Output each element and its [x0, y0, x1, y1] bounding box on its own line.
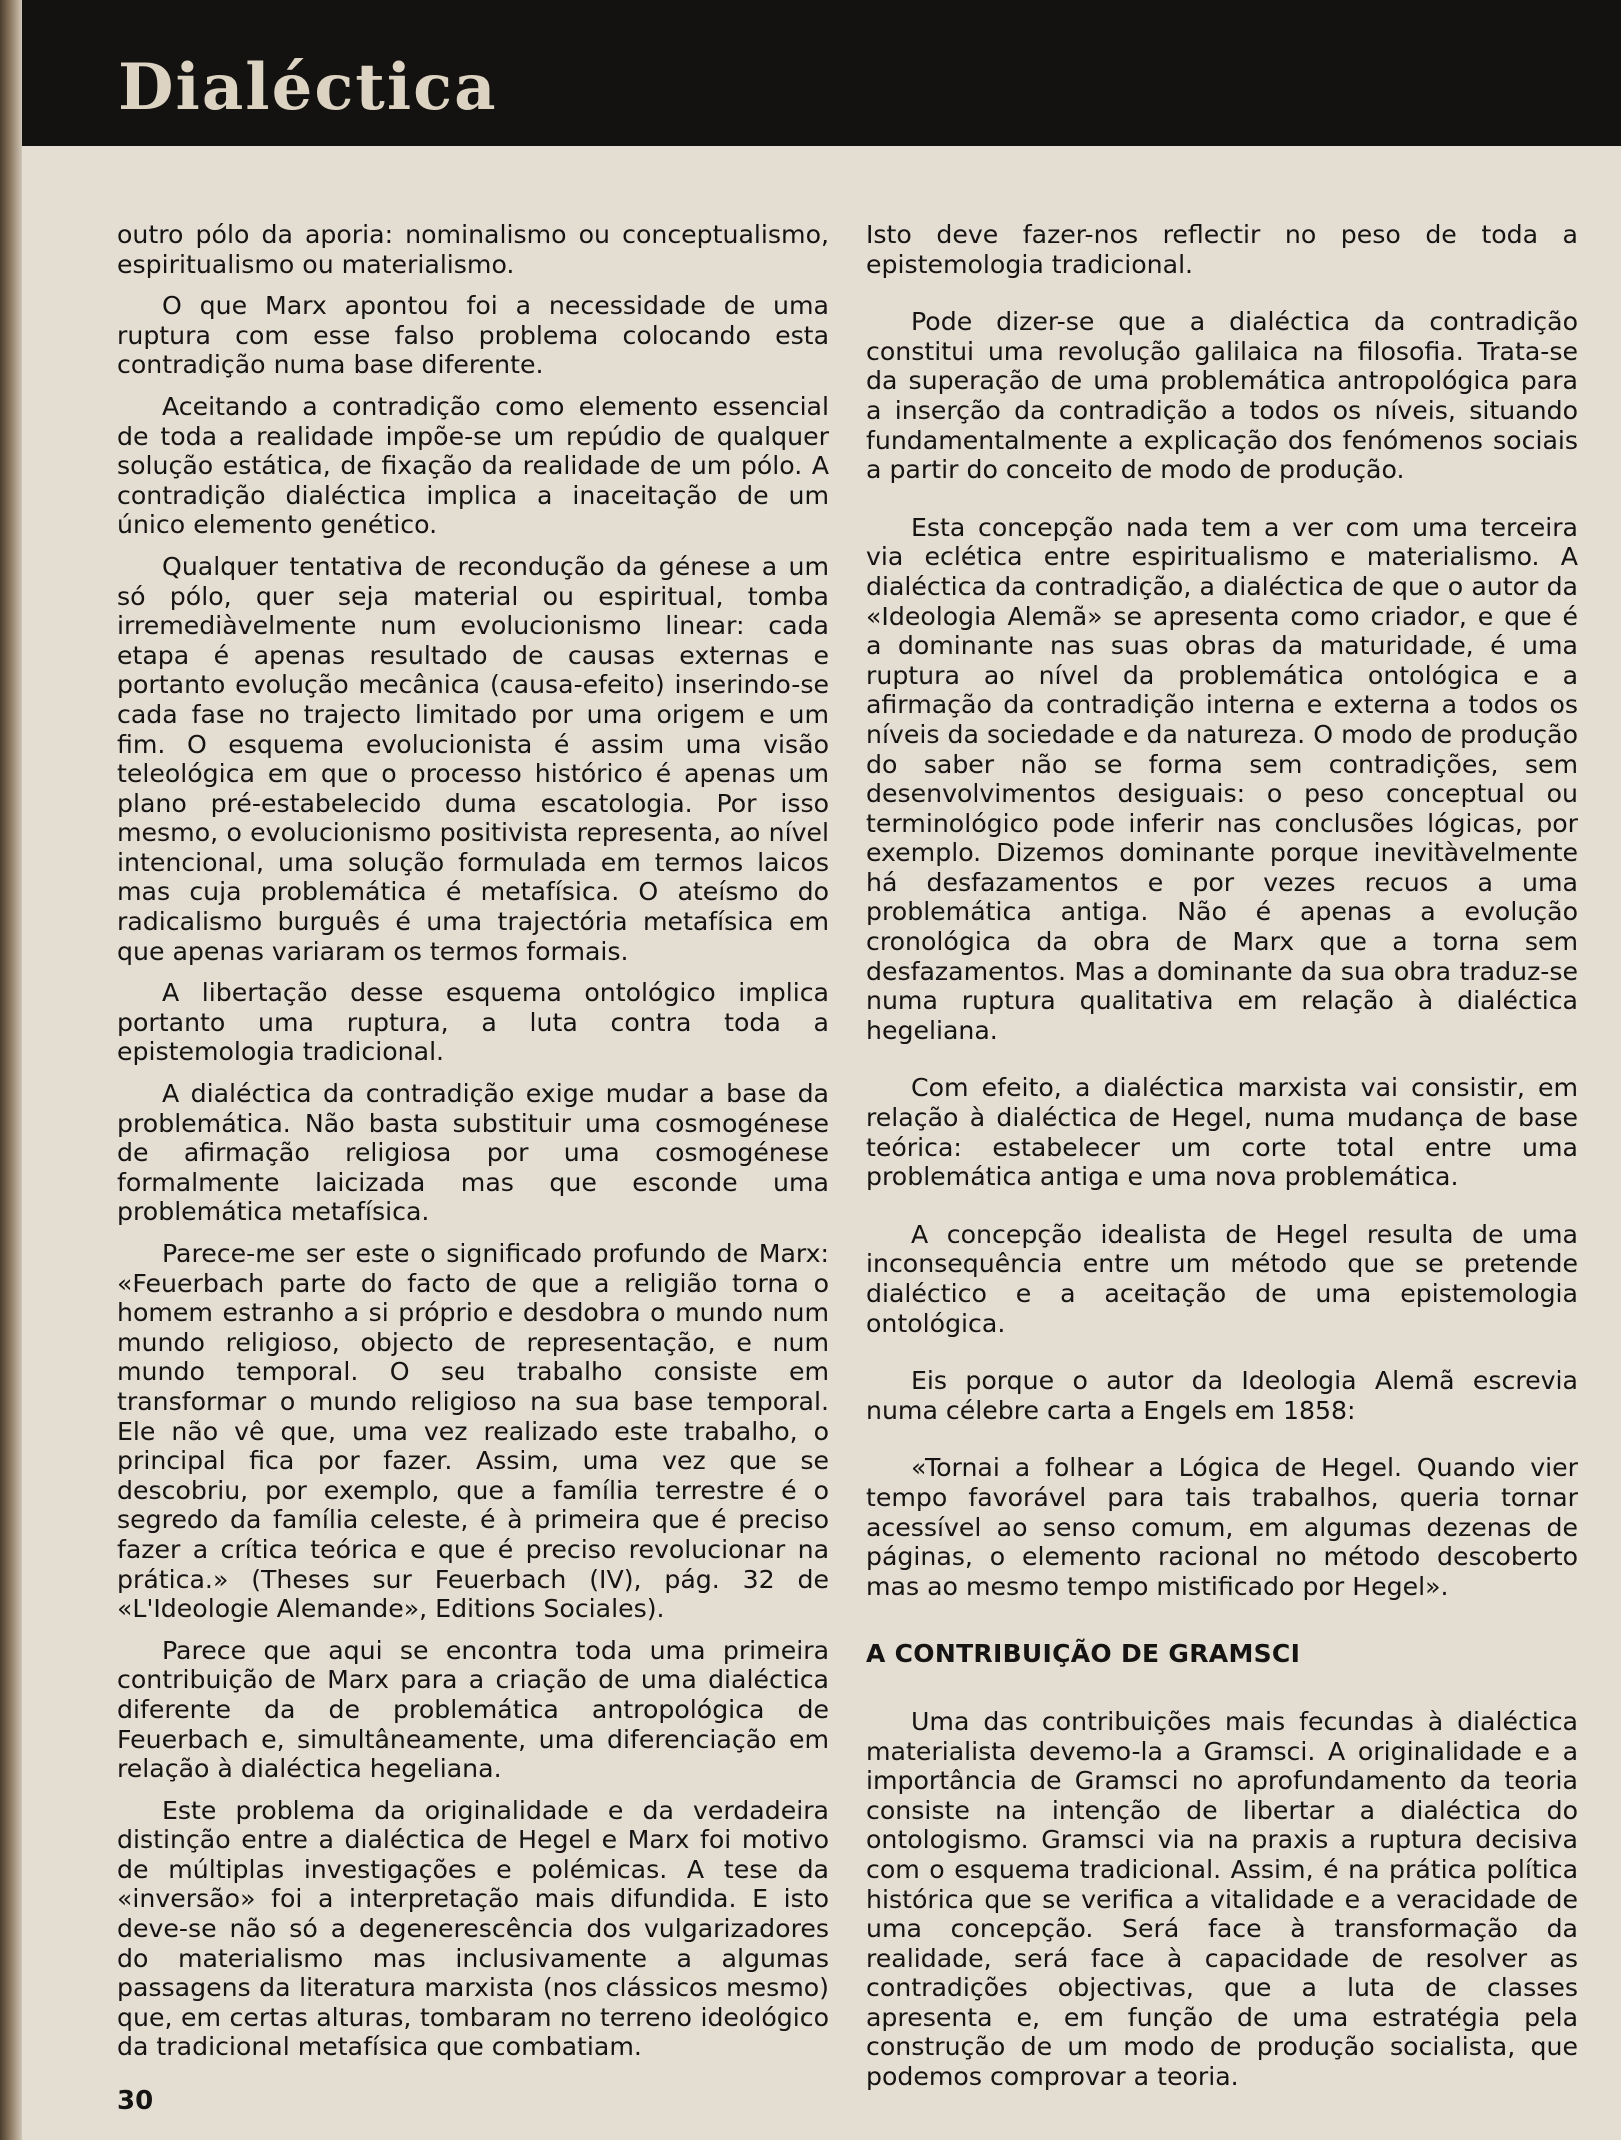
- paragraph: A concepção idealista de Hegel resulta de uma inconsequência entre um método que se pretende dialéctico e a aceitação de uma epistemologia ontológica.: [866, 1219, 1578, 1338]
- paragraph: A libertação desse esquema ontológico implica portanto uma ruptura, a luta contra toda a epistemologia tradicional.: [117, 978, 829, 1067]
- paragraph: Esta concepção nada tem a ver com uma terceira via eclética entre espiritualismo e materialismo. A dialéctica da contradição, a dialéctica de que o autor da «Ideologia Alemã» se apresenta como criador, e que é a dominante nas suas obras da maturidade, é uma ruptura ao nível da problemática ontológica e a afirmação da contradição interna e externa a todos os níveis da sociedade e da natureza. O modo de produção do saber não se forma sem contradições, sem desenvolvimentos desiguais: o peso conceptual ou terminológico pode inferir nas conclusões lógicas, por exemplo. Dizemos dominante porque inevitàvelmente há desfazamentos e por vezes recuos a uma problemática antiga. Não é apenas a evolução cronológica da obra de Marx que a torna sem desfazamentos. Mas a dominante da sua obra traduz-se numa ruptura qualitativa em relação à dialéctica hegeliana.: [866, 512, 1578, 1045]
- paragraph: Uma das contribuições mais fecundas à dialéctica materialista devemo-la a Gramsci. A originalidade e a importância de Gramsci no aprofundamento da teoria consiste na intenção de libertar a dialéctica do ontologismo. Gramsci via na praxis a ruptura decisiva com o esquema tradicional. Assim, é na prática política histórica que se verifica a vitalidade e a veracidade de uma concepção. Será face à transformação da realidade, será face à capacidade de resolver as contradições objectivas, que a luta de classes apresenta e, em função de uma estratégia pela construção de um modo de produção socialista, que podemos comprovar a teoria.: [866, 1706, 1578, 2092]
- paragraph: Parece que aqui se encontra toda uma primeira contribuição de Marx para a criação de uma dialéctica diferente da de problemática antropológica de Feuerbach e, simultâneamente, uma diferenciação em relação à dialéctica hegeliana.: [117, 1635, 829, 1784]
- paragraph: Pode dizer-se que a dialéctica da contradição constitui uma revolução galilaica na filosofia. Trata-se da superação de uma problemática antropológica para a inserção da contradição a todos os níveis, situando fundamentalmente a explicação dos fenómenos sociais a partir do conceito de modo de produção.: [866, 307, 1578, 485]
- paragraph: Aceitando a contradição como elemento essencial de toda a realidade impõe-se um repúdio de qualquer solução estática, de fixação da realidade de um pólo. A contradição dialéctica implica a inaceitação de um único elemento genético.: [117, 391, 829, 540]
- right-column: [866, 220, 1578, 2120]
- section-heading: A CONTRIBUIÇÃO DE GRAMSCI: [866, 1639, 1301, 1669]
- paragraph: Eis porque o autor da Ideologia Alemã escrevia numa célebre carta a Engels em 1858:: [866, 1366, 1578, 1425]
- header-band: [22, 0, 1621, 146]
- paragraph: Isto deve fazer-nos reflectir no peso de toda a epistemologia tradicional.: [866, 220, 1578, 279]
- quotation: «Tornai a folhear a Lógica de Hegel. Quando vier tempo favorável para tais trabalhos, queria tornar acessível ao senso comum, em algumas dezenas de páginas, o elemento racional no método descoberto mas ao mesmo tempo mistificado por Hegel».: [866, 1453, 1578, 1601]
- paragraph: Este problema da originalidade e da verdadeira distinção entre a dialéctica de Hegel e Marx foi motivo de múltiplas investigações e polémicas. A tese da «inversão» foi a interpretação mais difundida. E isto deve-se não só a degenerescência dos vulgarizadores do materialismo mas inclusivamente a algumas passagens da literatura marxista (nos clássicos mesmo) que, em certas alturas, tombaram no terreno ideológico da tradicional metafísica que combatiam.: [117, 1795, 829, 2062]
- paragraph: Qualquer tentativa de recondução da génese a um só pólo, quer seja material ou espiritual, tomba irremediàvelmente num evolucionismo linear: cada etapa é apenas resultado de causas externas e portanto evolução mecânica (causa-efeito) inserindo-se cada fase no trajecto limitado por uma origem e um fim. O esquema evolucionista é assim uma visão teleológica em que o processo histórico é apenas um plano pré-estabelecido duma escatologia. Por isso mesmo, o evolucionismo positivista representa, ao nível intencional, uma solução formulada em termos laicos mas cuja problemática é metafísica. O ateísmo do radicalismo burguês é uma trajectória metafísica em que apenas variaram os termos formais.: [117, 551, 829, 966]
- paragraph: outro pólo da aporia: nominalismo ou conceptualismo, espiritualismo ou materialismo.: [117, 220, 829, 279]
- paragraph: A dialéctica da contradição exige mudar a base da problemática. Não basta substituir uma cosmogénese de afirmação religiosa por uma cosmogénese formalmente laicizada mas que esconde uma problemática metafísica.: [117, 1079, 829, 1227]
- page-title: Dialéctica: [118, 50, 498, 125]
- page-number: 30: [117, 2086, 154, 2116]
- book-spine-edge: [0, 0, 22, 2140]
- paragraph: Com efeito, a dialéctica marxista vai consistir, em relação à dialéctica de Hegel, numa mudança de base teórica: estabelecer um corte total entre uma problemática antiga e uma nova problemática.: [866, 1073, 1578, 1192]
- left-column: [117, 220, 829, 2074]
- paragraph: O que Marx apontou foi a necessidade de uma ruptura com esse falso problema colocando esta contradição numa base diferente.: [117, 291, 829, 380]
- paragraph: Parece-me ser este o significado profundo de Marx: «Feuerbach parte do facto de que a religião torna o homem estranho a si próprio e desdobra o mundo num mundo religioso, objecto de representação, e num mundo temporal. O seu trabalho consiste em transformar o mundo religioso na sua base temporal. Ele não vê que, uma vez realizado este trabalho, o principal fica por fazer. Assim, uma vez que se descobriu, por exemplo, que a família terrestre é o segredo da família celeste, é à primeira que é preciso fazer a crítica teórica e que é preciso revolucionar na prática.» (Theses sur Feuerbach (IV), pág. 32 de «L'Ideologie Alemande», Editions Sociales).: [117, 1239, 829, 1624]
